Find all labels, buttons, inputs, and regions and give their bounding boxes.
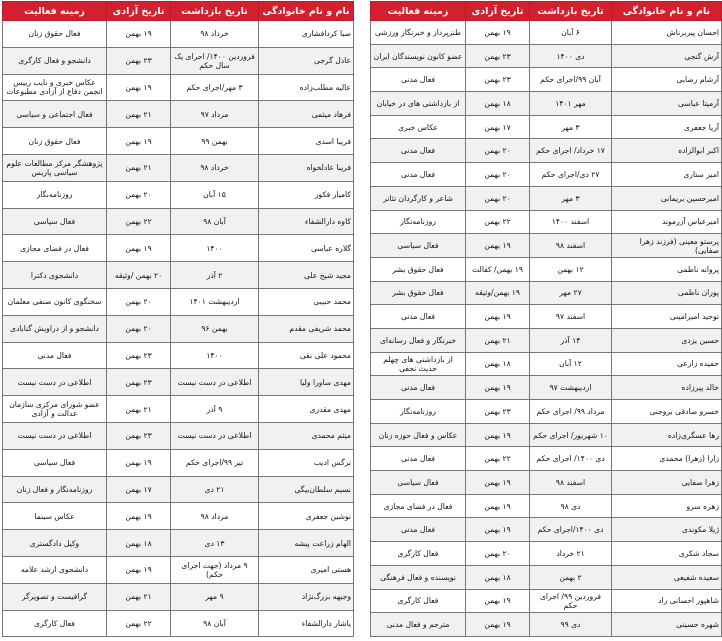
cell-name: شاهپور احسانی راد — [612, 589, 722, 613]
cell-arrest-date: ۹ مرداد (جهت اجرای حکم) — [171, 556, 259, 583]
cell-arrest-date: ۱۴۰۰ — [171, 342, 259, 369]
cell-release-date: ۱۹ بهمن — [466, 21, 530, 45]
cell-name: پوران ناظمی — [612, 281, 722, 305]
cell-name: زهرا صفایی — [612, 471, 722, 495]
cell-release-date: ۲۳ بهمن — [107, 342, 171, 369]
cell-activity: فعال سیاسی — [3, 208, 107, 235]
table-row — [371, 305, 722, 329]
cell-name: زهره سرو — [612, 494, 722, 518]
cell-arrest-date: اسفند ۹۸ — [530, 234, 612, 258]
table-row — [3, 181, 354, 208]
cell-activity: خبرنگار و فعال رسانه‌ای — [371, 328, 466, 352]
cell-arrest-date: ۱۲ آبان — [530, 352, 612, 376]
cell-release-date: ۱۹ بهمن — [466, 494, 530, 518]
table-row — [371, 518, 722, 542]
cell-name: پرستو معینی (فرزند زهرا صفایی) — [612, 234, 722, 258]
right-table — [370, 1, 722, 637]
table-row — [3, 74, 354, 101]
cell-activity: فعال سیاسی — [371, 234, 466, 258]
cell-arrest-date: دی ۱۴۰۰/اجرای حکم — [530, 518, 612, 542]
cell-name: وجیهه بزرگ‌نژاد — [259, 583, 354, 610]
cell-release-date: ۲۳ بهمن — [466, 68, 530, 92]
table-row — [3, 583, 354, 610]
cell-activity: فعال حقوق زنان — [3, 128, 107, 155]
header-release-date: تاریخ آزادی — [107, 2, 171, 21]
table-row — [371, 281, 722, 305]
cell-arrest-date: ۲ آذر — [171, 262, 259, 289]
cell-release-date: ۱۹ بهمن — [107, 74, 171, 101]
cell-activity: وکیل دادگستری — [3, 530, 107, 557]
cell-arrest-date: مرداد ۹۹/ اجرای حکم — [530, 400, 612, 424]
cell-arrest-date: اردیبهشت ۱۴۰۱ — [171, 288, 259, 315]
cell-activity: روزنامه‌نگار و فعال زنان — [3, 476, 107, 503]
cell-name: آرش گنجی — [612, 44, 722, 68]
cell-release-date: ۱۹ بهمن — [466, 305, 530, 329]
cell-activity: عکاس خبری — [371, 115, 466, 139]
cell-name: مجید شیخ علی — [259, 262, 354, 289]
cell-name: حمیده زارعی — [612, 352, 722, 376]
cell-release-date: ۱۹ بهمن — [107, 235, 171, 262]
cell-name: زارا (زهرا) محمدی — [612, 447, 722, 471]
header-arrest-date: تاریخ بازداشت — [530, 2, 612, 21]
table-row — [3, 288, 354, 315]
table-row — [371, 328, 722, 352]
cell-name: حسین یزدی — [612, 328, 722, 352]
cell-arrest-date: تیر ۹۹/اجرای حکم — [171, 449, 259, 476]
cell-arrest-date: ۱۰ شهریور/ اجرای حکم — [530, 423, 612, 447]
cell-name: ژیلا مکوندی — [612, 518, 722, 542]
cell-arrest-date: دی ۱۴۰۰/ اجرای حکم — [530, 447, 612, 471]
table-row — [371, 115, 722, 139]
cell-activity: فعال حقوق بشر — [371, 281, 466, 305]
cell-release-date: ۲۳ بهمن — [107, 369, 171, 396]
table-row — [3, 503, 354, 530]
table-row — [371, 257, 722, 281]
cell-activity: از بازداشتی های چهلم حدیث نجفی — [371, 352, 466, 376]
cell-release-date: ۱۹ بهمن — [107, 556, 171, 583]
cell-activity: عضو کانون نویسندگان ایران — [371, 44, 466, 68]
cell-release-date: ۱۷ بهمن — [466, 115, 530, 139]
cell-arrest-date: دی ۹۸ — [530, 494, 612, 518]
table-row — [3, 342, 354, 369]
cell-name: مهدی ساورا ولیا — [259, 369, 354, 396]
table-row — [371, 376, 722, 400]
cell-arrest-date: خرداد ۹۸ — [171, 154, 259, 181]
cell-arrest-date: ۹ آذر — [171, 396, 259, 423]
cell-arrest-date: ۲۱ دی — [171, 476, 259, 503]
cell-name: امیرعباس آزرموند — [612, 210, 722, 234]
table-row — [371, 352, 722, 376]
table-row — [3, 128, 354, 155]
cell-release-date: ۱۹ بهمن — [107, 503, 171, 530]
cell-release-date: ۲۰ بهمن — [466, 186, 530, 210]
cell-release-date: ۲۳ بهمن — [466, 400, 530, 424]
cell-arrest-date: ۳ مهر/اجرای حکم — [171, 74, 259, 101]
cell-release-date: ۱۹ بهمن — [107, 128, 171, 155]
table-row — [3, 556, 354, 583]
table-row — [3, 476, 354, 503]
cell-activity: شاعر و کارگردان تئاتر — [371, 186, 466, 210]
cell-arrest-date: ۱۳ دی — [171, 530, 259, 557]
cell-release-date: ۲۰ بهمن — [466, 542, 530, 566]
cell-arrest-date: ۱۴ آذر — [530, 328, 612, 352]
cell-activity: روزنامه‌نگار — [3, 181, 107, 208]
table-row — [3, 530, 354, 557]
table-row — [3, 47, 354, 74]
cell-activity: فعال مدنی — [371, 139, 466, 163]
cell-arrest-date: آبان ۹۸ — [171, 610, 259, 637]
cell-release-date: ۲۳ بهمن — [466, 44, 530, 68]
cell-name: الهام زراعت پیشه — [259, 530, 354, 557]
cell-arrest-date: دی ۱۴۰۰ — [530, 44, 612, 68]
table-row — [3, 235, 354, 262]
cell-release-date: ۲۲ بهمن — [107, 610, 171, 637]
cell-activity: فعال مدنی — [371, 447, 466, 471]
cell-activity: فعال حقوق زنان — [3, 21, 107, 48]
table-row — [371, 565, 722, 589]
cell-activity: عضو شورای مرکزی سازمان عدالت و آزادی — [3, 396, 107, 423]
cell-release-date: ۱۹ بهمن/وثیقه — [466, 281, 530, 305]
cell-arrest-date: ۱۷ خرداد/ اجرای حکم — [530, 139, 612, 163]
table-row — [371, 186, 722, 210]
cell-name: احسان پیربرناش — [612, 21, 722, 45]
table-row — [3, 610, 354, 637]
cell-release-date: ۱۸ بهمن — [466, 352, 530, 376]
cell-name: مهدی مقدری — [259, 396, 354, 423]
cell-activity: فعال کارگری — [3, 610, 107, 637]
cell-name: عالیه مطلب‌زاده — [259, 74, 354, 101]
left-table — [2, 1, 354, 637]
cell-arrest-date: ۲۷ دی/اجرای حکم — [530, 163, 612, 187]
cell-activity: عکاس خبری و نایب رییس انجمن دفاع از آزادی مطبوعات — [3, 74, 107, 101]
cell-arrest-date: ۳ مهر — [530, 115, 612, 139]
table-row — [371, 613, 722, 637]
cell-activity: فعال در فضای مجازی — [3, 235, 107, 262]
cell-activity: سخنگوی کانون صنفی معلمان — [3, 288, 107, 315]
cell-arrest-date: ۱۲ بهمن — [530, 257, 612, 281]
cell-release-date: ۲۲ بهمن — [466, 210, 530, 234]
cell-release-date: ۲۳ بهمن — [107, 47, 171, 74]
cell-activity: دانشجوی ارشد علامه — [3, 556, 107, 583]
cell-activity: روزنامه‌نگار — [371, 400, 466, 424]
cell-release-date: ۲۱ بهمن — [107, 396, 171, 423]
cell-arrest-date: آبان ۹۹/اجرای حکم — [530, 68, 612, 92]
cell-release-date: ۲۲ بهمن — [107, 208, 171, 235]
cell-activity: اطلاعی در دست نیست — [3, 369, 107, 396]
cell-release-date: ۱۹ بهمن — [466, 589, 530, 613]
cell-name: فرهاد میثمی — [259, 101, 354, 128]
cell-name: فریبا عادلخواه — [259, 154, 354, 181]
cell-arrest-date: ۹ مهر — [171, 583, 259, 610]
cell-name: نوشین جعفری — [259, 503, 354, 530]
cell-activity: عکاس و فعال حوزه زنان — [371, 423, 466, 447]
cell-release-date: ۲۳ بهمن — [107, 422, 171, 449]
cell-activity: از بازداشتی های در خیابان — [371, 92, 466, 116]
table-row — [371, 423, 722, 447]
cell-activity: دانشجو و از دراویش گنابادی — [3, 315, 107, 342]
cell-release-date: ۲۱ بهمن — [107, 154, 171, 181]
cell-activity: فعال مدنی — [371, 163, 466, 187]
cell-name: صبا کردافشاری — [259, 21, 354, 48]
table-row — [371, 163, 722, 187]
cell-name: آرشام رضایی — [612, 68, 722, 92]
cell-activity: فعال مدنی — [371, 68, 466, 92]
cell-activity: فعال مدنی — [371, 376, 466, 400]
header-activity: زمینه فعالیت — [371, 2, 466, 21]
cell-arrest-date: اسفند ۹۷ — [530, 305, 612, 329]
cell-release-date: ۱۹ بهمن — [466, 234, 530, 258]
cell-name: شهره حسینی — [612, 613, 722, 637]
cell-arrest-date: اسفند ۱۴۰۰ — [530, 210, 612, 234]
cell-release-date: ۲۰ بهمن — [107, 315, 171, 342]
cell-release-date: ۱۸ بهمن — [466, 565, 530, 589]
cell-arrest-date: ۱۴۰۰ — [171, 235, 259, 262]
cell-release-date: ۱۸ بهمن — [107, 530, 171, 557]
cell-release-date: ۲۰ بهمن /وثیقه — [107, 262, 171, 289]
cell-name: هستی امیری — [259, 556, 354, 583]
cell-activity: فعال سیاسی — [371, 471, 466, 495]
cell-release-date: ۱۷ بهمن — [107, 476, 171, 503]
cell-arrest-date: ۱۵ آبان — [171, 181, 259, 208]
cell-activity: دانشجو و فعال کارگری — [3, 47, 107, 74]
table-row — [3, 154, 354, 181]
cell-activity: دانشجوی دکترا — [3, 262, 107, 289]
cell-name: توحید امیرامینی — [612, 305, 722, 329]
cell-name: کاوه دارالشفاء — [259, 208, 354, 235]
cell-name: یاشار دارالشفاء — [259, 610, 354, 637]
cell-arrest-date: بهمن ۹۹ — [171, 128, 259, 155]
cell-release-date: ۱۹ بهمن — [107, 21, 171, 48]
cell-release-date: ۲۱ بهمن — [466, 328, 530, 352]
header-name: نام و نام خانوادگی — [259, 2, 354, 21]
cell-release-date: ۱۹ بهمن — [466, 613, 530, 637]
cell-name: کامیار فکور — [259, 181, 354, 208]
cell-activity: پژوهشگر مرکز مطالعات علوم سیاسی پاریس — [3, 154, 107, 181]
cell-arrest-date: ۲ بهمن — [530, 565, 612, 589]
cell-activity: فعال حقوق بشر — [371, 257, 466, 281]
cell-name: فریبا اسدی — [259, 128, 354, 155]
cell-name: نسیم سلطان‌بیگی — [259, 476, 354, 503]
cell-activity: فعال مدنی — [3, 342, 107, 369]
cell-arrest-date: ۲۷ مهر — [530, 281, 612, 305]
left-table-header — [3, 2, 354, 21]
cell-activity: فعال مدنی — [371, 518, 466, 542]
cell-arrest-date: دی ۹۹ — [530, 613, 612, 637]
cell-arrest-date: اطلاعی در دست نیست — [171, 422, 259, 449]
table-row — [371, 494, 722, 518]
cell-activity: فعال اجتماعی و سیاسی — [3, 101, 107, 128]
cell-release-date: ۲۰ بهمن — [107, 181, 171, 208]
cell-name: گلاره عباسی — [259, 235, 354, 262]
cell-activity: فعال سیاسی — [3, 449, 107, 476]
cell-arrest-date: مرداد ۹۷ — [171, 101, 259, 128]
cell-arrest-date: ۳ مهر — [530, 186, 612, 210]
cell-activity: مترجم و فعال مدنی — [371, 613, 466, 637]
table-row — [371, 589, 722, 613]
header-activity: زمینه فعالیت — [3, 2, 107, 21]
cell-release-date: ۲۰ بهمن — [107, 288, 171, 315]
cell-release-date: ۱۹ بهمن — [466, 376, 530, 400]
cell-activity: فعال کارگری — [371, 589, 466, 613]
cell-name: سعیده شفیعی — [612, 565, 722, 589]
header-release-date: تاریخ آزادی — [466, 2, 530, 21]
cell-name: خالد پیرزاده — [612, 376, 722, 400]
cell-arrest-date: مرداد ۹۸ — [171, 503, 259, 530]
cell-activity: فعال در فضای مجازی — [371, 494, 466, 518]
table-row — [3, 449, 354, 476]
cell-activity: فعال کارگری — [371, 542, 466, 566]
cell-name: عادل گرجی — [259, 47, 354, 74]
table-row — [371, 471, 722, 495]
header-arrest-date: تاریخ بازداشت — [171, 2, 259, 21]
cell-release-date: ۲۰ بهمن — [466, 163, 530, 187]
table-row — [3, 208, 354, 235]
table-row — [3, 101, 354, 128]
table-row — [3, 262, 354, 289]
table-row — [3, 21, 354, 48]
cell-arrest-date: فروردین ۱۴۰۰/ اجرای یک سال حکم — [171, 47, 259, 74]
cell-release-date: ۱۹ بهمن — [466, 518, 530, 542]
cell-release-date: ۱۹ بهمن — [107, 449, 171, 476]
table-row — [371, 44, 722, 68]
right-table-header — [371, 2, 722, 21]
cell-activity: طنزپرداز و خبرنگار ورزشی — [371, 21, 466, 45]
table-row — [371, 234, 722, 258]
table-row — [371, 92, 722, 116]
table-row — [3, 422, 354, 449]
cell-arrest-date: خرداد ۹۸ — [171, 21, 259, 48]
cell-arrest-date: آبان ۹۸ — [171, 208, 259, 235]
cell-release-date: ۱۹ بهمن — [466, 423, 530, 447]
table-row — [371, 400, 722, 424]
cell-name: نرگس ادیب — [259, 449, 354, 476]
cell-name: محمد شریفی مقدم — [259, 315, 354, 342]
cell-release-date: ۲۲ بهمن — [466, 447, 530, 471]
cell-release-date: ۲۰ بهمن — [466, 139, 530, 163]
cell-name: میثم محمدی — [259, 422, 354, 449]
cell-name: اکبر ابوالزاده — [612, 139, 722, 163]
cell-name: امیر ستاری — [612, 163, 722, 187]
cell-release-date: ۱۸ بهمن — [466, 92, 530, 116]
cell-name: امیرحسین بریمانی — [612, 186, 722, 210]
cell-name: خسرو صادقی بروجنی — [612, 400, 722, 424]
cell-release-date: ۱۹ بهمن — [466, 471, 530, 495]
table-row — [371, 210, 722, 234]
cell-name: محمود علی نقی — [259, 342, 354, 369]
table-row — [371, 21, 722, 45]
cell-release-date: ۲۱ بهمن — [107, 583, 171, 610]
table-row — [371, 542, 722, 566]
cell-arrest-date: بهمن ۹۶ — [171, 315, 259, 342]
cell-activity: روزنامه‌نگار — [371, 210, 466, 234]
cell-arrest-date: اطلاعی در دست نیست — [171, 369, 259, 396]
cell-arrest-date: فروردین ۹۹/ اجرای حکم — [530, 589, 612, 613]
cell-name: سجاد شکری — [612, 542, 722, 566]
header-name: نام و نام خانوادگی — [612, 2, 722, 21]
cell-name: آرمیتا عباسی — [612, 92, 722, 116]
cell-activity: گرافیست و تصویرگر — [3, 583, 107, 610]
cell-release-date: ۱۹ بهمن/ کفالت — [466, 257, 530, 281]
cell-arrest-date: اردیبهشت ۹۷ — [530, 376, 612, 400]
cell-arrest-date: اسفند ۹۸ — [530, 471, 612, 495]
table-row — [371, 68, 722, 92]
cell-name: پروانه ناظمی — [612, 257, 722, 281]
cell-release-date: ۲۱ بهمن — [107, 101, 171, 128]
cell-activity: نویسنده و فعال فرهنگی — [371, 565, 466, 589]
cell-name: آریا جعفری — [612, 115, 722, 139]
table-row — [3, 396, 354, 423]
cell-activity: اطلاعی در دست نیست — [3, 422, 107, 449]
table-row — [371, 139, 722, 163]
table-row — [3, 315, 354, 342]
cell-name: محمد حبیبی — [259, 288, 354, 315]
cell-activity: عکاس سینما — [3, 503, 107, 530]
cell-activity: فعال مدنی — [371, 305, 466, 329]
table-row — [3, 369, 354, 396]
cell-arrest-date: مهر ۱۴۰۱ — [530, 92, 612, 116]
cell-name: رها عسگری‌زاده — [612, 423, 722, 447]
table-row — [371, 447, 722, 471]
cell-arrest-date: ۲۱ خرداد — [530, 542, 612, 566]
cell-arrest-date: ۶ آبان — [530, 21, 612, 45]
